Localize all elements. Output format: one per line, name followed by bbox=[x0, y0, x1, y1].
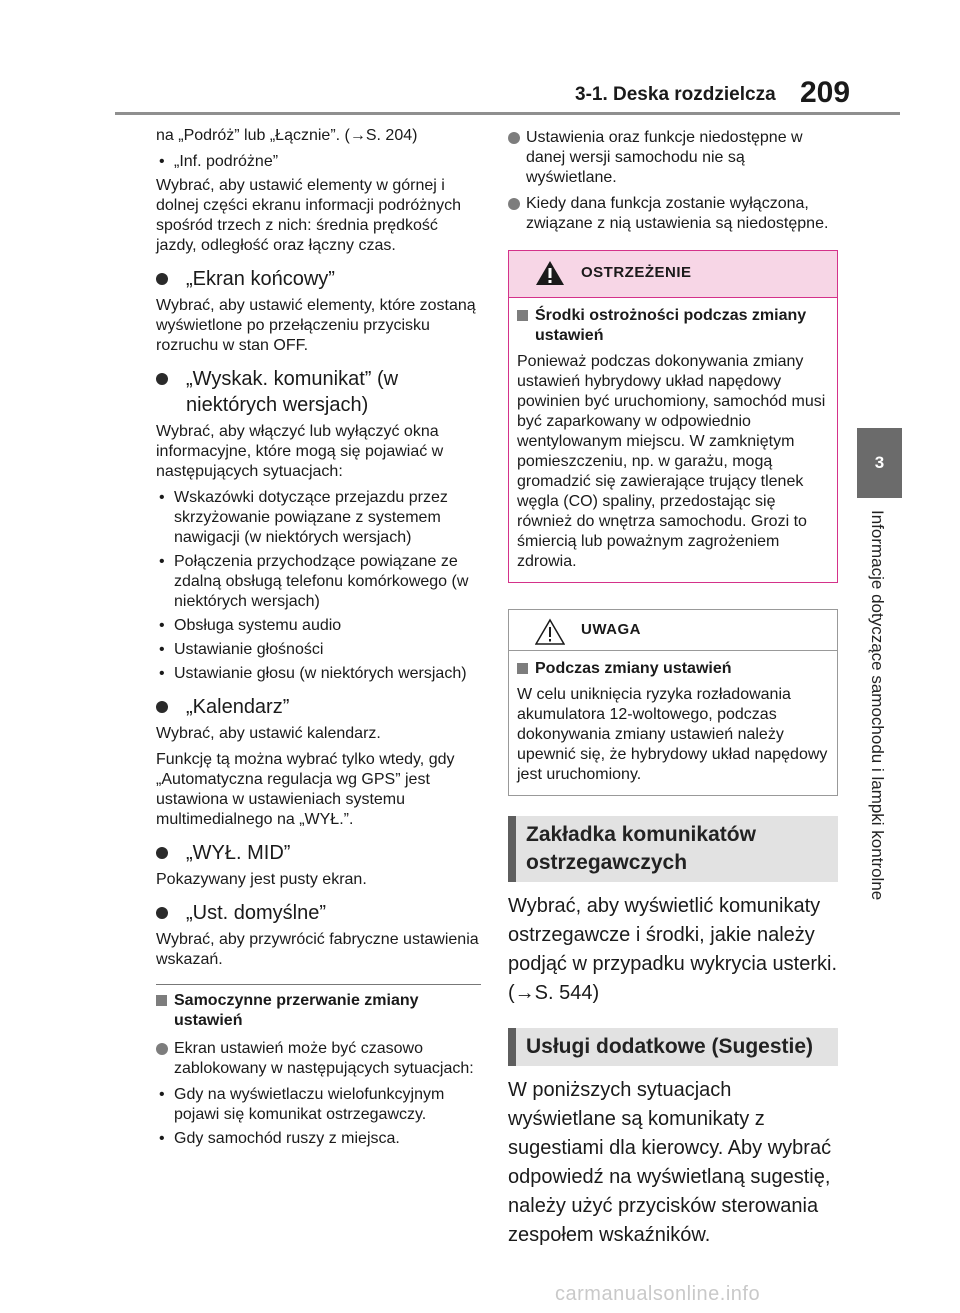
list-item: • Obsługa systemu audio bbox=[156, 616, 481, 636]
caution-icon bbox=[535, 618, 565, 646]
warning-icon bbox=[535, 259, 565, 287]
chapter-side-label: Informacje dotyczące samochodu i lampki kontrolne bbox=[868, 510, 887, 901]
chapter-tab: 3 bbox=[857, 428, 902, 498]
mid-off-desc: Pokazywany jest pusty ekran. bbox=[156, 871, 367, 888]
caution-label: UWAGA bbox=[581, 621, 641, 638]
warning-text: Ponieważ podczas dokonywania zmiany ustawień hybrydowy układ napędowy powinien być uruchomiony, samochód musi być zaparkowany w odpowiednio wentylowanym miejscu. W zamkniętym pomieszczeniu, np. w garażu, mogą gromadzić się zawierające trujący tlenek węgla (CO) spaliny, przedostając się również do wnętrza samochodu. Grozi to śmiercią lub poważnym zagrożeniem zdrowia. bbox=[517, 353, 826, 570]
list-item: • Połączenia przychodzące powiązane ze zdalną obsługą telefonu komórkowego (w niektórych wersjach) bbox=[156, 552, 481, 612]
note-disabled: Kiedy dana funkcja zostanie wyłączona, związane z nią ustawienia są niedostępne. bbox=[508, 194, 838, 234]
auto-interrupt-note: Ekran ustawień może być czasowo zablokowany w następujących sytuacjach: bbox=[156, 1039, 481, 1079]
mid-off-heading: „WYŁ. MID” bbox=[156, 840, 481, 866]
watermark: carmanualsonline.info bbox=[555, 1283, 761, 1305]
chapter-side-text bbox=[867, 510, 889, 930]
end-screen-heading: „Ekran końcowy” bbox=[156, 266, 481, 292]
auto-interrupt-heading: Samoczynne przerwanie zmiany ustawień bbox=[156, 991, 481, 1031]
calendar-heading: „Kalendarz” bbox=[156, 694, 481, 720]
section-title: 3-1. Deska rozdzielcza bbox=[575, 84, 776, 105]
section-additional-services: Usługi dodatkowe (Sugestie) bbox=[508, 1028, 838, 1066]
warning-heading: Środki ostrożności podczas zmiany ustawień bbox=[517, 306, 829, 346]
caution-text: W celu uniknięcia ryzyka rozładowania akumulatora 12-woltowego, podczas dokonywania zmiany ustawień należy upewnić się, że hybrydowy układ napędowy jest uruchomiony. bbox=[517, 686, 828, 783]
list-item: • Gdy na wyświetlaczu wielofunkcyjnym pojawi się komunikat ostrzegawczy. bbox=[156, 1085, 481, 1125]
intro-line: na „Podróż” lub „Łącznie”. (→S. 204) bbox=[156, 127, 418, 144]
section-warning-tab: Zakładka komunikatów ostrzegawczych bbox=[508, 816, 838, 882]
note-unavailable: Ustawienia oraz funkcje niedostępne w danej wersji samochodu nie są wyświetlane. bbox=[508, 128, 838, 188]
divider bbox=[156, 984, 481, 985]
list-item: • Ustawianie głosu (w niektórych wersjach) bbox=[156, 664, 481, 684]
caution-body bbox=[509, 651, 837, 795]
trip-info-bullet: • „Inf. podróżne” bbox=[156, 152, 481, 172]
list-item: • Ustawianie głośności bbox=[156, 640, 481, 660]
list-item: • Wskazówki dotyczące przejazdu przez skrzyżowanie powiązane z systemem nawigacji (w niektórych wersjach) bbox=[156, 488, 481, 548]
header-rule bbox=[115, 112, 900, 115]
warning-body bbox=[509, 298, 837, 582]
caution-heading: Podczas zmiany ustawień bbox=[517, 659, 829, 679]
end-screen-desc: Wybrać, aby ustawić elementy, które zostaną wyświetlone po przełączeniu przycisku rozruchu w stan OFF. bbox=[156, 297, 476, 354]
section-warning-text: Wybrać, aby wyświetlić komunikaty ostrzegawcze i środki, jakie należy podjąć w przypadku wykrycia usterki. (→S. 544) bbox=[508, 895, 838, 1004]
popup-desc: Wybrać, aby włączyć lub wyłączyć okna informacyjne, które mogą się pojawiać w następujących sytuacjach: bbox=[156, 423, 444, 480]
right-column bbox=[508, 128, 838, 1250]
defaults-desc: Wybrać, aby przywrócić fabryczne ustawienia wskazań. bbox=[156, 931, 479, 968]
warning-box bbox=[508, 250, 838, 583]
page-number: 209 bbox=[800, 76, 851, 109]
caution-box bbox=[508, 609, 838, 796]
list-item: • Gdy samochód ruszy z miejsca. bbox=[156, 1129, 481, 1149]
calendar-desc: Wybrać, aby ustawić kalendarz. bbox=[156, 725, 381, 742]
warning-label: OSTRZEŻENIE bbox=[581, 264, 692, 281]
calendar-note: Funkcję tą można wybrać tylko wtedy, gdy „Automatyczna regulacja wg GPS” jest ustawiona w ustawieniach systemu multimedialnego na „WYŁ.”. bbox=[156, 751, 455, 828]
popup-heading: „Wyskak. komunikat” (w niektórych wersjach) bbox=[156, 366, 481, 418]
trip-info-desc: Wybrać, aby ustawić elementy w górnej i dolnej części ekranu informacji podróżnych spośród trzech z nich: średnia prędkość jazdy, odległość oraz łączny czas. bbox=[156, 177, 462, 254]
defaults-heading: „Ust. domyślne” bbox=[156, 900, 481, 926]
section-additional-text: W poniższych sytuacjach wyświetlane są komunikaty z sugestiami dla kierowcy. Aby wybrać odpowiedź na wyświetlaną sugestię, należy użyć przycisków sterowania zespołem wskaźników. bbox=[508, 1079, 832, 1246]
warning-header bbox=[509, 251, 837, 298]
left-column bbox=[156, 126, 481, 1153]
caution-header bbox=[509, 610, 837, 651]
